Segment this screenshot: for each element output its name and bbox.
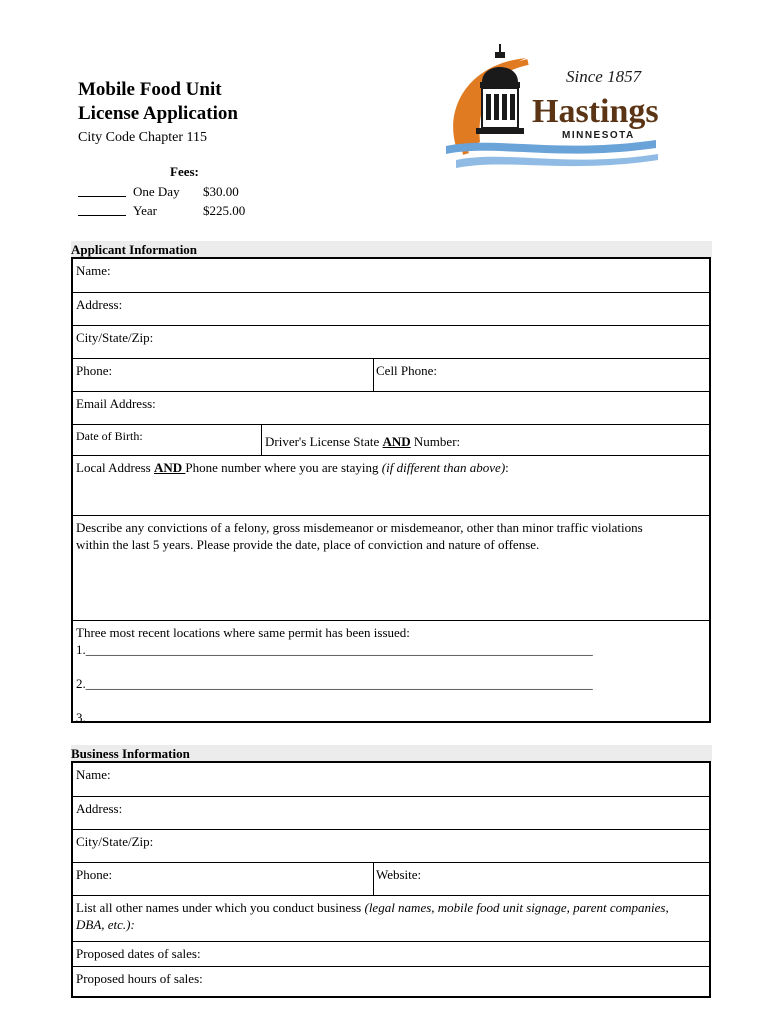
field-label: Phone: xyxy=(76,363,113,378)
applicant-form xyxy=(71,257,711,723)
fee-row-one-day xyxy=(78,182,338,201)
field-label: Number: xyxy=(410,434,461,449)
field-hint: DBA, etc.): xyxy=(76,917,135,932)
applicant-convictions-field[interactable] xyxy=(73,515,709,620)
field-label: Email Address: xyxy=(76,396,156,411)
field-hint: (legal names, mobile food unit signage, parent companies, xyxy=(364,900,669,915)
field-label: City/State/Zip: xyxy=(76,834,154,849)
applicant-email-field[interactable] xyxy=(73,391,709,424)
fee-price: $225.00 xyxy=(203,203,246,218)
applicant-section-heading: Applicant Information xyxy=(71,241,712,258)
fees-heading: Fees: xyxy=(170,164,199,179)
page-subtitle: City Code Chapter 115 xyxy=(78,130,207,145)
business-name-field[interactable] xyxy=(73,763,709,796)
page-title-line-1: Mobile Food Unit xyxy=(78,79,222,100)
field-label: Local Address xyxy=(76,460,154,475)
logo-city-text: Hastings xyxy=(532,93,659,130)
applicant-phone-field[interactable] xyxy=(73,359,373,391)
emphasis-and: AND xyxy=(153,460,186,475)
field-label: List all other names under which you conduct business xyxy=(76,900,365,915)
emphasis-and: AND xyxy=(382,434,411,449)
applicant-cell-phone-field[interactable] xyxy=(373,359,709,391)
business-hours-field[interactable] xyxy=(73,966,709,996)
applicant-recent-locations-field[interactable] xyxy=(73,620,709,725)
business-city-state-zip-field[interactable] xyxy=(73,829,709,862)
business-section-heading: Business Information xyxy=(71,745,712,762)
field-label: Name: xyxy=(76,263,111,278)
field-label: Address: xyxy=(76,297,123,312)
field-label: : xyxy=(505,460,509,475)
applicant-local-address-field[interactable] xyxy=(73,455,709,515)
field-label: Date of Birth: xyxy=(76,429,143,443)
fee-price: $30.00 xyxy=(203,184,239,199)
field-label: Cell Phone: xyxy=(376,363,438,378)
business-website-field[interactable] xyxy=(373,863,709,895)
field-hint: (if different than above) xyxy=(381,460,506,475)
applicant-dob-row xyxy=(73,424,709,455)
recent-location-line-1[interactable]: 1.______________________________________________________________________________ xyxy=(76,642,593,657)
applicant-dob-field[interactable] xyxy=(73,425,261,455)
field-label: Three most recent locations where same permit has been issued: xyxy=(76,625,410,640)
fee-label: One Day xyxy=(133,184,180,199)
business-form xyxy=(71,761,711,998)
business-phone-row xyxy=(73,862,709,895)
business-phone-field[interactable] xyxy=(73,863,373,895)
applicant-drivers-license-field[interactable] xyxy=(261,425,709,455)
field-label: City/State/Zip: xyxy=(76,330,154,345)
hastings-logo xyxy=(436,42,662,172)
field-label: Proposed dates of sales: xyxy=(76,946,201,961)
applicant-address-field[interactable] xyxy=(73,292,709,325)
business-other-names-field[interactable] xyxy=(73,895,709,941)
logo-since-text: Since 1857 xyxy=(566,67,642,86)
recent-location-line-2[interactable]: 2.______________________________________________________________________________ xyxy=(76,676,593,691)
field-label: Describe any convictions of a felony, gross misdemeanor or misdemeanor, other than minor traffic violations xyxy=(76,520,643,535)
recent-location-line-3[interactable]: 3. xyxy=(76,710,86,725)
field-label: Phone: xyxy=(76,867,113,882)
business-address-field[interactable] xyxy=(73,796,709,829)
field-label: Website: xyxy=(376,867,422,882)
applicant-name-field[interactable] xyxy=(73,259,709,292)
applicant-city-state-zip-field[interactable] xyxy=(73,325,709,358)
title-block xyxy=(78,78,238,149)
field-label: Phone number where you are staying xyxy=(185,460,382,475)
fee-row-year xyxy=(78,201,338,220)
fee-checkbox-line[interactable] xyxy=(78,215,126,216)
page-title-line-2: License Application xyxy=(78,103,238,124)
field-label: within the last 5 years. Please provide the date, place of conviction and nature of offense. xyxy=(76,537,540,552)
fee-checkbox-line[interactable] xyxy=(78,196,126,197)
field-label: Proposed hours of sales: xyxy=(76,971,203,986)
business-dates-field[interactable] xyxy=(73,941,709,966)
field-label: Address: xyxy=(76,801,123,816)
logo-state-text: MINNESOTA xyxy=(562,130,635,141)
fee-label: Year xyxy=(133,203,157,218)
hastings-logo-graphic xyxy=(436,42,662,172)
applicant-phone-row xyxy=(73,358,709,391)
field-label: Driver's License State xyxy=(265,434,383,449)
field-label: Name: xyxy=(76,767,111,782)
